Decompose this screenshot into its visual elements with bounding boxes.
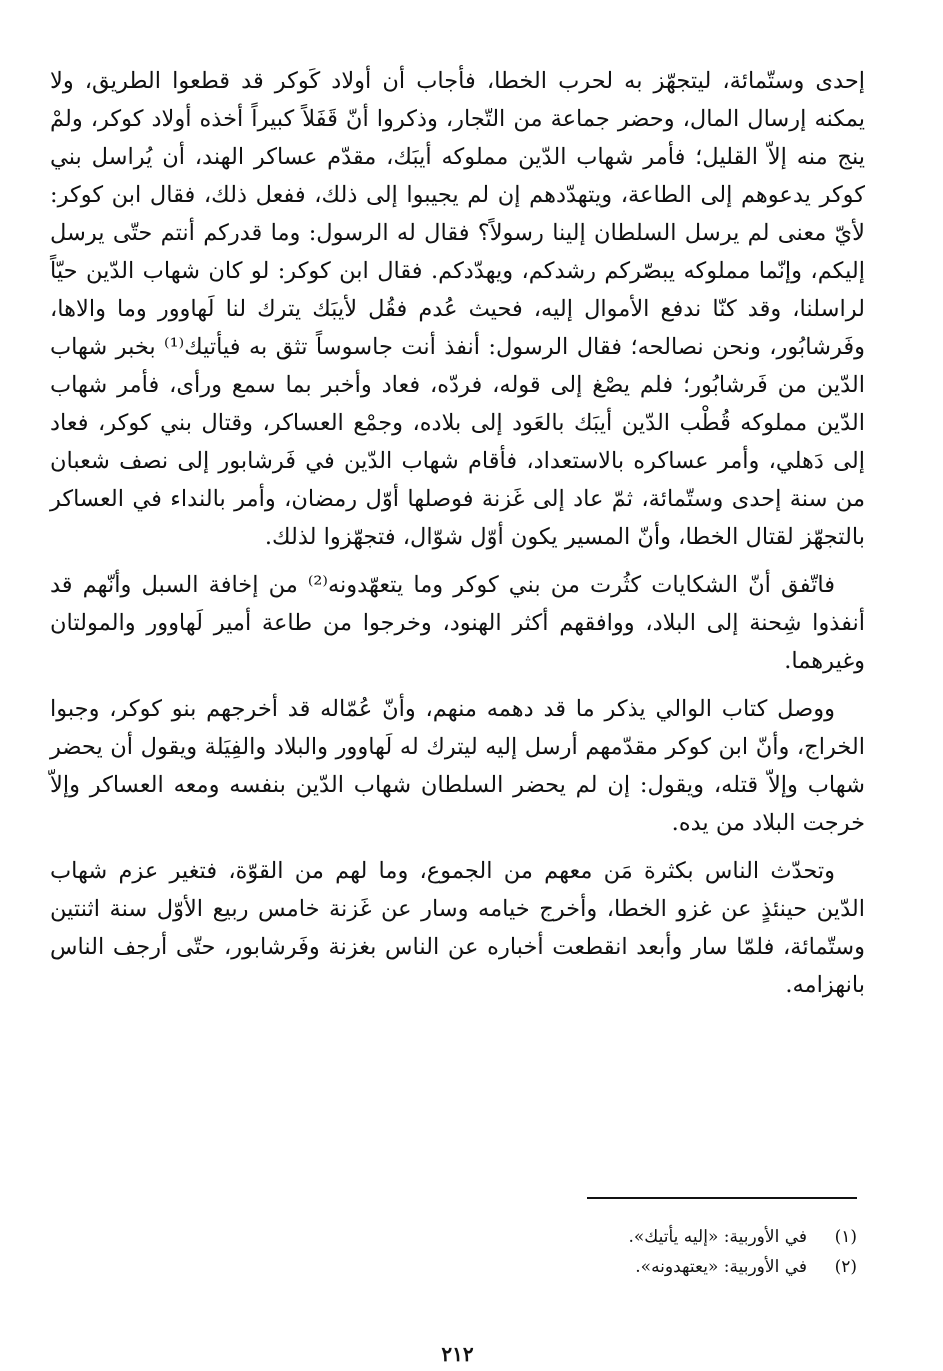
footnote-number: (٢) — [834, 1257, 857, 1277]
main-text — [50, 62, 865, 1004]
paragraph-2: فاتّفق أنّ الشكايات كثُرت من بني كوكر وما يتعهّدونه⁽²⁾ من إخافة السبل وأنّهم قد أنفذوا شِحنة إلى البلاد، ووافقهم أكثر الهنود، وخرجوا من طاعة أمير لَهاوور والمولتان وغيرهما. — [50, 572, 865, 674]
footnote-1 — [57, 1222, 857, 1252]
page-number: ٢١٢ — [441, 1342, 474, 1366]
paragraph-1: إحدى وستّمائة، ليتجهّز به لحرب الخطا، فأجاب أن أولاد كَوكر قد قطعوا الطريق، ولا يمكنه إرسال المال، وحضر جماعة من التّجار، وذكروا أنّ قَفَلاً كبيراً أخذه أولاد كوكر، ولمْ ينج منه إلاّ القليل؛ فأمر شهاب الدّين مملوكه أيبَك، مقدّم عساكر الهند، أن يُراسل بني كوكر يدعوهم إلى الطاعة، ويتهدّدهم إن لم يجيبوا إلى ذلك، ففعل ذلك، فقال ابن كوكر: لأيّ معنى لم يرسل السلطان إلينا رسولاً؟ فقال له الرسول: وما قدركم أنتم حتّى يرسل إليكم، وإنّما مملوكه يبصّركم رشدكم، ويهدّدكم. فقال ابن كوكر: لو كان شهاب الدّين حيّاً لراسلنا، وقد كنّا ندفع الأموال إليه، فحيث عُدم فقُل لأيبَك يترك لنا لَهاوور وما والاها، وفَرشابُور، ونحن نصالحه؛ فقال الرسول: أنفذ أنت جاسوساً تثق به فيأتيك⁽¹⁾ بخبر شهاب الدّين من فَرشابُور؛ فلم يصْغ إلى قوله، فردّه، فعاد وأخبر بما سمع ورأى، فأمر شهاب الدّين مملوكه قُطْب الدّين أيبَك بالعَود إلى بلاده، وجمْع العساكر، وقتال بني كوكر، فعاد إلى دَهلي، وأمر عساكره بالاستعداد، فأقام شهاب الدّين في فَرشابور إلى نصف شعبان من سنة إحدى وستّمائة، ثمّ عاد إلى غَزنة فوصلها أوّل رمضان، وأمر بالنداء في العساكر بالتجهّز لقتال الخطا، وأنّ المسير يكون أوّل شوّال، فتجهّزوا لذلك. — [50, 68, 866, 550]
footnotes — [57, 1222, 857, 1282]
footnote-separator — [587, 1197, 857, 1199]
footnote-2 — [57, 1252, 857, 1282]
book-page — [50, 62, 866, 1366]
footnote-text: في الأوربية: «يعتهدونه». — [635, 1257, 807, 1277]
paragraph-3: ووصل كتاب الوالي يذكر ما قد دهمه منهم، وأنّ عُمّاله قد أخرجهم بنو كوكر، وجبوا الخراج، وأنّ ابن كوكر مقدّمهم أرسل إليه ليترك له لَهاوور والبلاد والفِيَلة ويقول أن يحضر شهاب وإلاّ قتله، ويقول: إن لم يحضر السلطان شهاب الدّين بنفسه ومعه العساكر وإلاّ خرجت البلاد من يده. — [50, 696, 865, 836]
paragraph-4: وتحدّث الناس بكثرة مَن معهم من الجموع، وما لهم من القوّة، فتغير عزم شهاب الدّين حينئذٍ عن غزو الخطا، وأخرج خيامه وسار عن غَزنة خامس ربيع الأوّل سنة اثنتين وستّمائة، فلمّا سار وأبعد انقطعت أخباره عن الناس بغزنة وفَرشابور، حتّى أرجف الناس بانهزامه. — [50, 858, 865, 998]
footnote-text: في الأوربية: «إليه يأتيك». — [628, 1227, 807, 1247]
footnote-number: (١) — [834, 1227, 857, 1247]
